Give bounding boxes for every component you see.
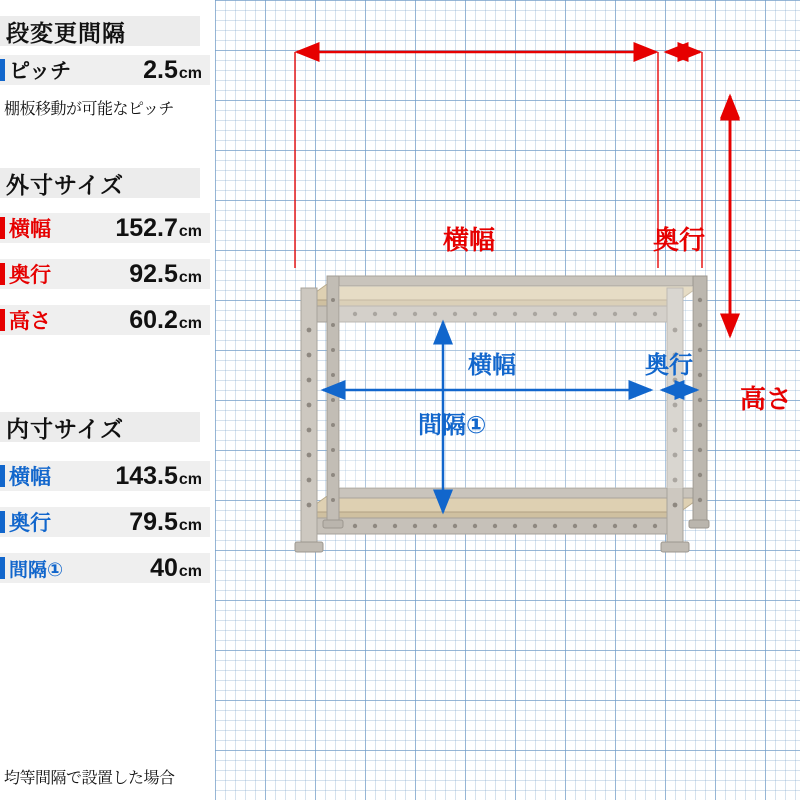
row-accent-bar — [0, 465, 5, 487]
spec-value-group — [115, 462, 210, 491]
section-title-pitch: 段変更間隔 — [0, 16, 200, 46]
row-accent-bar — [0, 309, 5, 331]
spec-value: 40 — [150, 553, 178, 582]
footer-note: 均等間隔で設置した場合 — [4, 770, 175, 787]
spec-value: 152.7 — [115, 213, 178, 242]
inner-depth-label: 奥行 — [645, 352, 693, 379]
outer-height-label: 高さ — [740, 384, 793, 414]
spec-panel — [0, 0, 215, 800]
spec-unit: cm — [178, 516, 202, 534]
spec-label: ピッチ — [9, 60, 72, 83]
spec-row-inner-gap — [0, 552, 210, 584]
spec-value-group — [129, 260, 210, 289]
inner-width-label: 横幅 — [468, 352, 516, 379]
spec-label: 奥行 — [9, 264, 51, 287]
spec-row-outer-width — [0, 212, 210, 244]
spec-row-outer-depth — [0, 258, 210, 290]
spec-unit: cm — [178, 314, 202, 332]
spec-label: 横幅 — [9, 466, 51, 489]
rack-illustration — [295, 276, 709, 552]
row-accent-bar — [0, 557, 5, 579]
spec-label: 高さ — [9, 310, 51, 333]
spec-value: 143.5 — [115, 461, 178, 490]
spec-unit: cm — [178, 470, 202, 488]
spec-label: 横幅 — [9, 218, 51, 241]
outer-depth-label: 奥行 — [653, 225, 706, 255]
spec-unit: cm — [178, 268, 202, 286]
spec-row-outer-height — [0, 304, 210, 336]
spec-row-pitch — [0, 54, 210, 86]
spec-unit: cm — [178, 562, 202, 580]
pitch-note: 棚板移動が可能なピッチ — [4, 101, 174, 118]
spec-value: 60.2 — [129, 305, 178, 334]
spec-label: 奥行 — [9, 512, 51, 535]
spec-row-inner-width — [0, 460, 210, 492]
row-accent-bar — [0, 59, 5, 81]
outer-width-label: 横幅 — [443, 225, 496, 255]
spec-unit: cm — [178, 222, 202, 240]
spec-value: 79.5 — [129, 507, 178, 536]
spec-value-group — [143, 56, 210, 85]
drawing-area — [215, 0, 800, 800]
spec-unit: cm — [178, 64, 202, 82]
spec-value-group — [129, 508, 210, 537]
spec-value-group — [150, 554, 210, 583]
spec-value-group — [115, 214, 210, 243]
row-accent-bar — [0, 263, 5, 285]
spec-label: 間隔① — [9, 559, 64, 581]
spec-value-group — [129, 306, 210, 335]
section-title-outer: 外寸サイズ — [0, 168, 200, 198]
spec-row-inner-depth — [0, 506, 210, 538]
spec-value: 2.5 — [143, 55, 178, 84]
row-accent-bar — [0, 217, 5, 239]
row-accent-bar — [0, 511, 5, 533]
rack-drawing — [215, 0, 800, 800]
inner-gap-label: 間隔① — [418, 412, 487, 439]
spec-value: 92.5 — [129, 259, 178, 288]
section-title-inner: 内寸サイズ — [0, 412, 200, 442]
